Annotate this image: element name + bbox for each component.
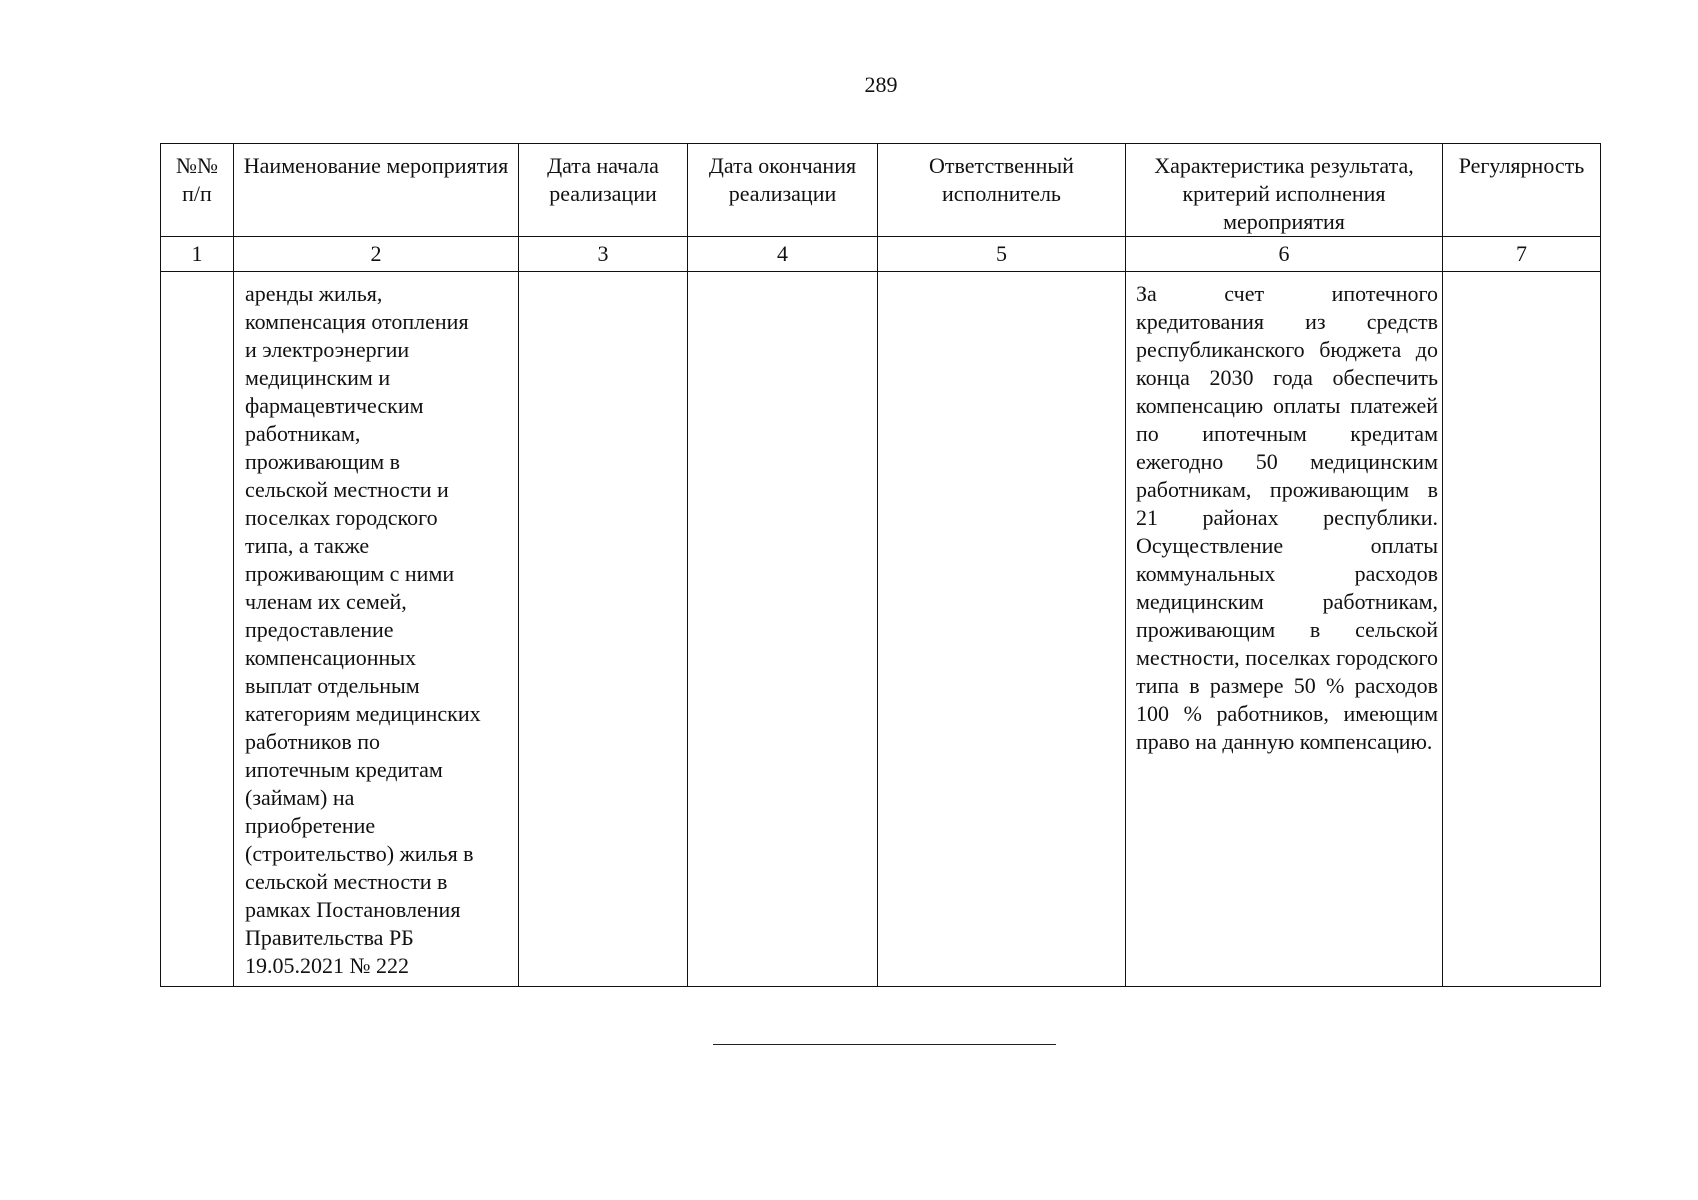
column-number-row: [161, 237, 1601, 272]
header-end-date: Дата окончания реализации: [688, 144, 878, 237]
cell-result: За счет ипотечного кредитования из средств республиканского бюджета до конца 2030 года обеспечить компенсацию оплаты платежей по ипотечным кредитам ежегодно 50 медицинским работникам, проживающим в 21 районах республики. Осуществление оплаты коммунальных расходов медицинским работникам, проживающим в сельской местности, поселках городского типа в размере 50 % расходов 100 % работников, имеющим право на данную компенсацию.: [1126, 272, 1443, 987]
header-start-date: Дата начала реализации: [519, 144, 688, 237]
cell-end-date: [688, 272, 878, 987]
header-executor: Ответственный исполнитель: [878, 144, 1126, 237]
column-number: 2: [234, 237, 519, 272]
column-number: 3: [519, 237, 688, 272]
table-row: [161, 272, 1601, 987]
cell-executor: [878, 272, 1126, 987]
footer-rule: [713, 1044, 1056, 1045]
measures-table: [160, 143, 1601, 987]
header-number: №№ п/п: [161, 144, 234, 237]
cell-number: [161, 272, 234, 987]
page-number: 289: [864, 72, 898, 97]
column-number: 5: [878, 237, 1126, 272]
column-number: 1: [161, 237, 234, 272]
header-result: Характеристика результата, критерий исполнения мероприятия: [1126, 144, 1443, 237]
header-regularity: Регулярность: [1443, 144, 1601, 237]
column-number: 4: [688, 237, 878, 272]
cell-measure-name: аренды жилья, компенсация отопления и электроэнергии медицинским и фармацевтическим работникам, проживающим в сельской местности и поселках городского типа, а также проживающим с ними членам их семей, предоставление компенсационных выплат отдельным категориям медицинских работников по ипотечным кредитам (займам) на приобретение (строительство) жилья в сельской местности в рамках Постановления Правительства РБ 19.05.2021 № 222: [234, 272, 519, 987]
column-number: 6: [1126, 237, 1443, 272]
header-row: [161, 144, 1601, 237]
cell-regularity: [1443, 272, 1601, 987]
cell-start-date: [519, 272, 688, 987]
header-name: Наименование мероприятия: [234, 144, 519, 237]
column-number: 7: [1443, 237, 1601, 272]
